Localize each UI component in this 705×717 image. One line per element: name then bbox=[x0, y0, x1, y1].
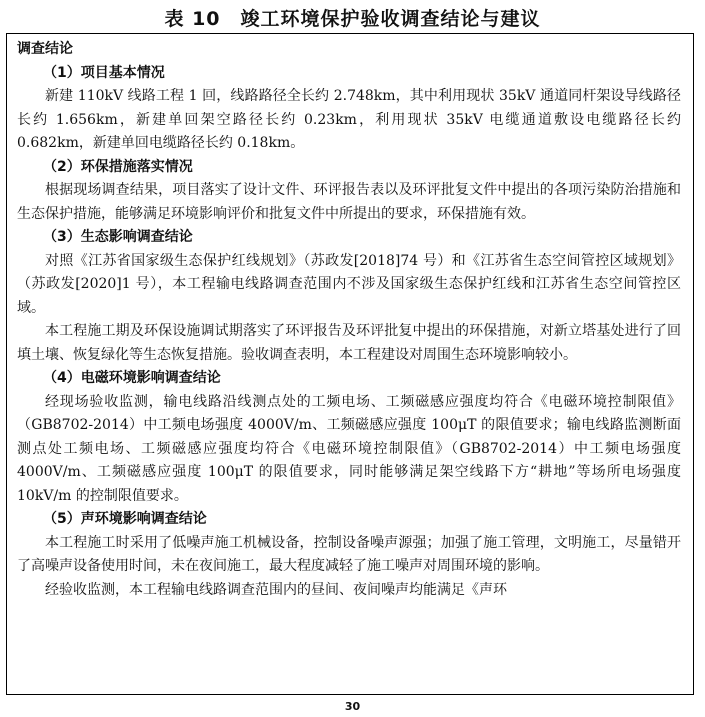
paragraph-ecology-1: 对照《江苏省国家级生态保护红线规划》（苏政发[2018]74 号）和《江苏省生态空间管控区域规划》（苏政发[2020]1 号），本工程输电线路调查范围内不涉及国家级生态保护红线和江苏省生态空间管控区域。 bbox=[17, 252, 681, 316]
paragraph-project-info: 新建 110kV 线路工程 1 回，线路路径全长约 2.748km，其中利用现状 35kV 通道同杆架设导线路径长约 1.656km，新建单回架空路径长约 0.23km，利用现状 35kV 电缆通道敷设电缆路径长约 0.682km，新建单回电缆路径长约 0.18km。 bbox=[17, 88, 681, 151]
paragraph-noise-2: 经验收监测，本工程输电线路调查范围内的昼间、夜间噪声均能满足《声环 bbox=[45, 581, 507, 598]
subsection-heading-2: （2）环保措施落实情况 bbox=[43, 158, 193, 175]
paragraph-ecology-2: 本工程施工期及环保设施调试期落实了环评报告及环评批复中提出的环保措施，对新立塔基处进行了回填土壤、恢复绿化等生态恢复措施。验收调查表明，本工程建设对周围生态环境影响较小。 bbox=[17, 323, 681, 363]
paragraph-electromagnetic: 经现场验收监测，输电线路沿线测点处的工频电场、工频磁感应强度均符合《电磁环境控制限值》（GB8702-2014）中工频电场强度 4000V/m、工频磁感应强度 100μT 的限值要求；输电线路监测断面测点处工频电场、工频磁感应强度均符合《电磁环境控制限值》（GB8702-2014）中工频电场强度 4000V/m、工频磁感应强度 100μT 的限值要求，同时能够满足架空线路下方“耕地”等场所电场强度 10kV/m 的控制限值要求。 bbox=[17, 393, 681, 504]
page-number: 30 bbox=[344, 700, 361, 713]
table-title: 表 10 竣工环境保护验收调查结论与建议 bbox=[164, 8, 541, 30]
subsection-heading-1: （1）项目基本情况 bbox=[43, 64, 165, 81]
subsection-heading-4: （4）电磁环境影响调查结论 bbox=[43, 370, 221, 386]
conclusion-box bbox=[6, 33, 694, 695]
subsection-heading-3: （3）生态影响调查结论 bbox=[43, 229, 193, 245]
paragraph-noise-1: 本工程施工时采用了低噪声施工机械设备，控制设备噪声源强；加强了施工管理，文明施工，尽量错开了高噪声设备使用时间，未在夜间施工，最大程度减轻了施工噪声对周围环境的影响。 bbox=[17, 534, 681, 574]
section-heading: 调查结论 bbox=[17, 41, 73, 57]
subsection-heading-5: （5）声环境影响调查结论 bbox=[43, 511, 207, 527]
paragraph-env-measures: 根据现场调查结果，项目落实了设计文件、环评报告表以及环评批复文件中提出的各项污染防治措施和生态保护措施，能够满足环境影响评价和批复文件中所提出的要求，环保措施有效。 bbox=[17, 182, 681, 222]
